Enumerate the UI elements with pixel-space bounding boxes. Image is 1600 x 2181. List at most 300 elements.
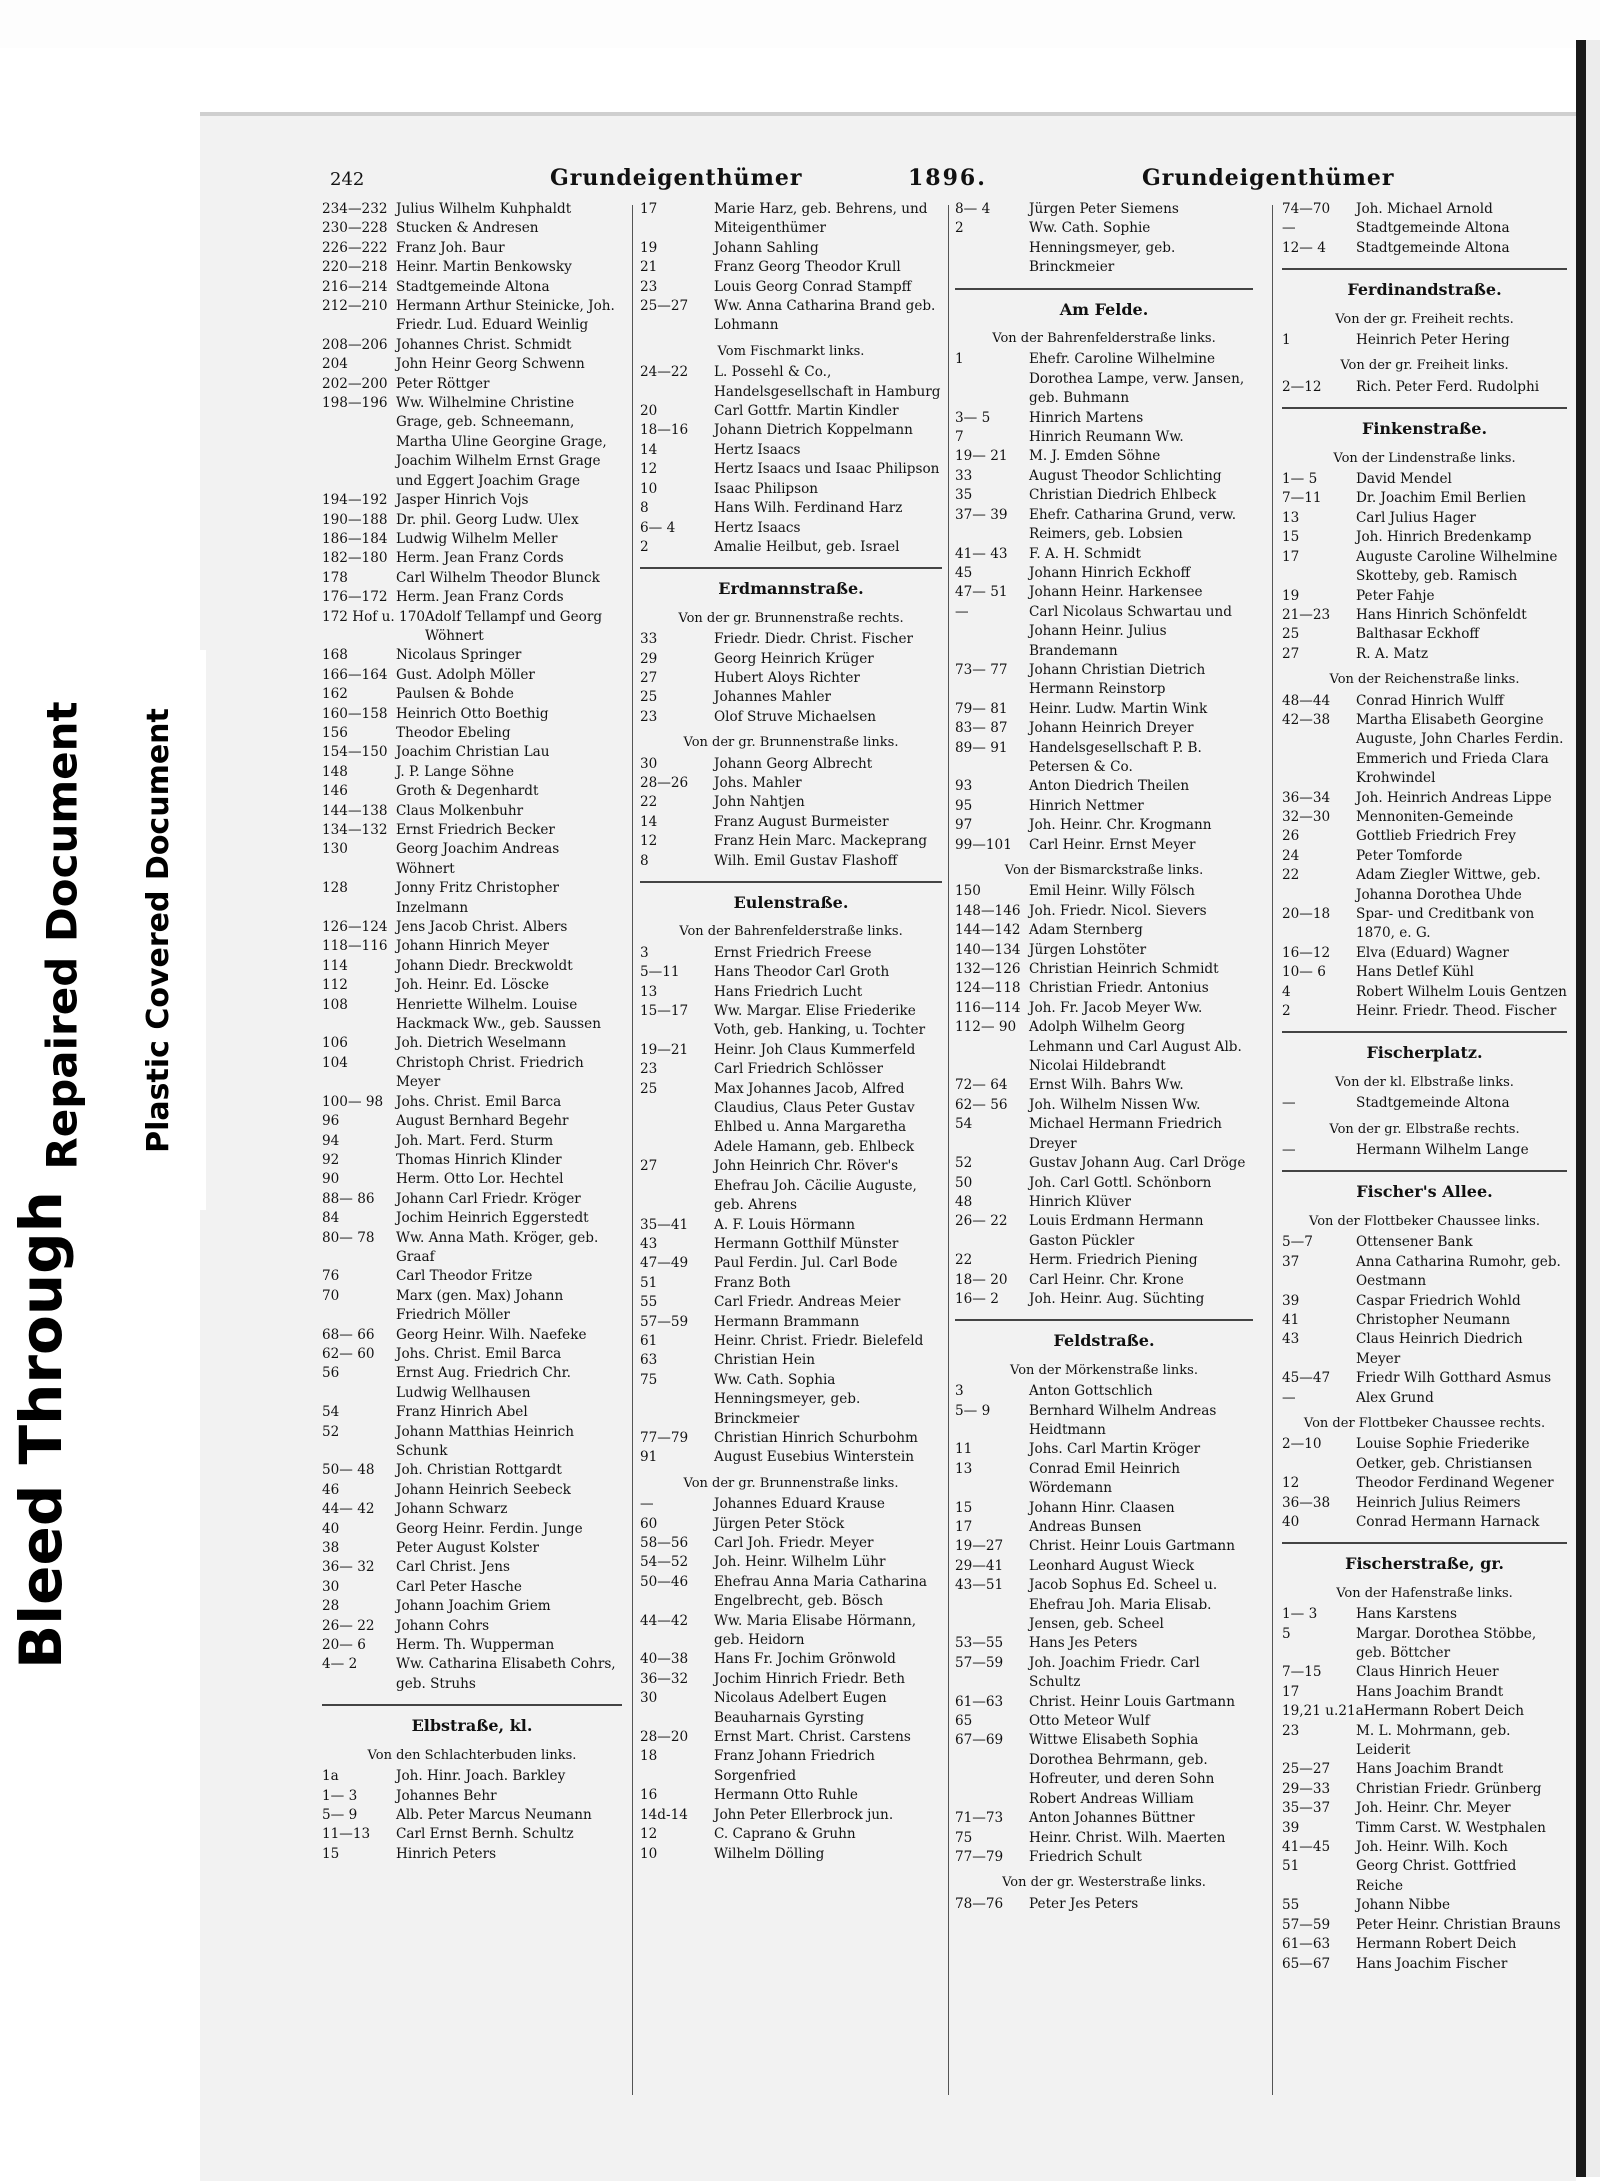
owner-name: Ww. Cath. Sophia Henningsmeyer, geb. Brinckmeier [714,1371,861,1427]
owner-name: Johann Diedr. Breckwoldt [396,957,573,974]
house-number: 4— 2 [322,1656,358,1673]
directory-entry [1282,1141,1567,1160]
directory-entry [955,545,1253,564]
directory-entry [640,688,942,707]
house-number: 14d-14 [640,1806,688,1823]
directory-entry [1282,1435,1567,1474]
directory-entry [640,1515,942,1534]
directory-entry [955,1290,1253,1309]
house-number: 140—134 [955,941,1021,958]
owner-name: Franz Johann Friedrich Sorgenfried [714,1748,875,1784]
owner-name: Johann Nibbe [1356,1897,1451,1914]
owner-name: A. F. Louis Hörmann [714,1216,856,1233]
owner-name: Heinr. Joh Claus Kummerfeld [714,1041,916,1058]
owner-name: Anton Diedrich Theilen [1029,778,1190,795]
directory-entry [322,530,622,549]
house-number: 90 [322,1171,340,1188]
owner-name: Georg Christ. Gottfried Reiche [1356,1858,1517,1894]
directory-entry [955,1693,1253,1712]
street-heading: Finkenstraße. [1282,407,1567,442]
house-number: 234—232 [322,201,388,217]
owner-name: Marx (gen. Max) Johann Friedrich Möller [396,1287,564,1324]
owner-name: Carl Peter Hasche [396,1578,522,1595]
street-heading: Fischer's Allee. [1282,1170,1567,1205]
house-number: 43—51 [955,1577,1004,1594]
owner-name: Georg Heinr. Wilh. Naefeke [396,1326,587,1343]
owner-name: Thomas Hinrich Klinder [396,1151,562,1168]
owner-name: Hinrich Peters [396,1845,497,1862]
owner-name: Ww. Catharina Elisabeth Cohrs, geb. Struhs [396,1656,616,1692]
directory-entry [955,816,1253,835]
direction-note: Von der Bahrenfelderstraße links. [992,331,1216,347]
house-number: 29 [640,650,658,667]
owner-name: Ottensener Bank [1356,1234,1473,1251]
directory-entry [640,1670,942,1689]
owner-name: Friedr. Diedr. Christ. Fischer [714,631,914,648]
directory-entry [955,583,1253,602]
column-3 [955,200,1253,1914]
house-number: 162 [322,686,348,703]
house-number: 146 [322,783,348,800]
house-number: 7 [955,429,964,446]
owner-name: Johann Christian Dietrich Hermann Reinstorp [1029,661,1206,698]
directory-entry [640,1728,942,1747]
owner-name: Joh. Hinr. Joach. Barkley [396,1768,566,1785]
directory-entry [322,1132,622,1151]
house-number: 1 [1282,332,1291,349]
directory-entry [640,519,942,538]
directory-entry [640,1553,942,1572]
directory-entry [955,1518,1253,1537]
directory-entry [322,782,622,801]
house-number: 35—37 [1282,1800,1331,1817]
house-number: 13 [1282,509,1300,526]
owner-name: Max Johannes Jacob, Alfred Claudius, Claus Peter Gustav Ehlbed u. Anna Margaretha Adele Hamann, geb. Ehlbeck [714,1080,915,1155]
house-number: 19— 21 [955,448,1008,465]
directory-entry [955,882,1253,901]
owner-name: Carl Ernst Bernh. Schultz [396,1826,574,1843]
owner-name: Ww. Margar. Elise Friederike Voth, geb. Hanking, u. Tochter [714,1003,926,1039]
directory-entry [955,836,1253,855]
directory-entry [322,1112,622,1131]
directory-entry [322,569,622,588]
house-number: 12 [1282,1475,1300,1492]
owner-name: Friedr Wilh Gotthard Asmus [1356,1370,1552,1387]
owner-name: John Peter Ellerbrock jun. [714,1806,894,1823]
directory-entry [955,1174,1253,1193]
directory-entry [1282,548,1567,587]
house-number: 1— 3 [1282,1606,1318,1623]
owner-name: Adam Sternberg [1029,922,1143,939]
owner-name: Peter Heinr. Christian Brauns [1356,1916,1561,1933]
owner-name: Joh. Mart. Ferd. Sturm [396,1132,554,1149]
directory-entry [955,902,1253,921]
owner-name: Joh. Heinr. Ed. Löscke [396,977,550,994]
directory-entry [955,1382,1253,1401]
directory-entry [640,1495,942,1514]
owner-name: Claus Molkenbuhr [396,802,524,819]
owner-name: Joachim Christian Lau [396,744,550,761]
house-number: 112 [322,977,348,994]
house-number: 5— 9 [322,1806,358,1823]
owner-name: Hermann Robert Deich [1363,1703,1525,1720]
direction-note: Von der gr. Freiheit rechts. [1335,311,1514,327]
house-number: 204 [322,356,348,373]
directory-entry [640,1845,942,1864]
directory-entry [955,941,1253,960]
owner-name: Heinr. Friedr. Theod. Fischer [1356,1003,1557,1020]
owner-name: Jürgen Peter Stöck [714,1515,845,1532]
directory-entry [322,1054,622,1093]
directory-entry [1282,1513,1567,1532]
directory-entry [640,1235,942,1254]
directory-entry [1282,1838,1567,1857]
house-number: 40 [322,1520,340,1537]
directory-entry [1282,847,1567,866]
street-heading: Eulenstraße. [640,881,942,916]
directory-entry [640,852,942,871]
directory-entry [955,447,1253,466]
directory-entry [1282,1702,1567,1721]
owner-name: Jens Jacob Christ. Albers [396,919,568,936]
directory-entry [322,355,622,374]
entry-list [955,1895,1253,1914]
house-number: 47—49 [640,1255,689,1272]
entry-list [640,363,942,557]
house-number: 47— 51 [955,584,1008,601]
house-number: 36— 32 [322,1559,375,1576]
owner-name: Wittwe Elisabeth Sophia Dorothea Behrmann, geb. Hofreuter, und deren Sohn Robert Andreas William [1029,1732,1215,1807]
directory-entry [1282,331,1567,350]
directory-entry [322,394,622,491]
owner-name: Theodor Ebeling [396,724,511,741]
directory-entry [955,1499,1253,1518]
directory-entry [640,1002,942,1041]
plastic-covered-text: Plastic Covered Document [140,707,176,1153]
house-number: 10 [640,1845,658,1862]
owner-name: Robert Wilhelm Louis Gentzen [1356,983,1567,1000]
directory-entry [955,1576,1253,1634]
house-number: 19—21 [640,1041,689,1058]
owner-name: Carl Gottfr. Martin Kindler [714,403,899,420]
house-number: 144—142 [955,922,1021,939]
directory-entry [640,200,942,239]
owner-name: John Nahtjen [714,794,805,811]
directory-entry [955,1634,1253,1653]
directory-entry [1282,1683,1567,1702]
owner-name: Herm. Otto Lor. Hechtel [396,1171,564,1188]
owner-name: August Theodor Schlichting [1029,467,1222,484]
house-number: 75 [640,1371,658,1388]
directory-entry [322,705,622,724]
directory-entry [322,1578,622,1597]
directory-entry [322,743,622,762]
house-number: 198—196 [322,395,388,412]
directory-entry [1282,1663,1567,1682]
owner-name: Hermann Wilhelm Lange [1356,1142,1529,1159]
column-1 [322,200,622,1864]
house-number: 30 [640,755,658,772]
street-heading: Fischerstraße, gr. [1282,1542,1567,1577]
house-number: 44— 42 [322,1501,375,1518]
directory-entry [322,918,622,937]
house-number: 55 [1282,1897,1300,1914]
directory-entry [640,441,942,460]
running-title-right: Grundeigenthümer [1142,165,1395,191]
street-heading: Am Felde. [955,288,1253,323]
owner-name: Conrad Emil Heinrich Wördemann [1029,1460,1181,1497]
house-number: 51 [640,1274,658,1291]
house-number: 3 [640,944,649,961]
owner-name: Ernst Mart. Christ. Carstens [714,1729,911,1746]
house-number: 25 [640,1080,658,1097]
directory-entry [640,1650,942,1669]
house-number: 43 [1282,1331,1300,1348]
directory-entry [955,797,1253,816]
house-number: 68— 66 [322,1326,375,1343]
directory-entry [640,1332,942,1351]
directory-entry [955,777,1253,796]
owner-name: Peter Tomforde [1356,847,1463,864]
directory-entry [1282,963,1567,982]
house-number: 79— 81 [955,700,1008,717]
directory-entry [322,1034,622,1053]
directory-entry [1282,983,1567,1002]
house-number: 50 [955,1174,973,1191]
directory-entry [322,685,622,704]
house-number: 41—45 [1282,1839,1331,1856]
directory-entry [955,1076,1253,1095]
owner-name: Hertz Isaacs [714,441,801,458]
house-number: 39 [1282,1292,1300,1309]
directory-entry [640,363,942,402]
house-number: 23 [640,708,658,725]
entry-list [1282,200,1567,258]
house-number: 2 [640,538,649,555]
owner-name: August Eusebius Winterstein [714,1449,915,1466]
directory-entry [955,409,1253,428]
directory-entry [640,538,942,557]
owner-name: Johann Hinr. Claasen [1029,1499,1175,1516]
house-number: 168 [322,647,348,664]
directory-entry [1282,1474,1567,1493]
street-heading: Elbstraße, kl. [322,1704,622,1739]
directory-entry [1282,587,1567,606]
house-number: 108 [322,996,348,1013]
house-number: 43 [640,1235,658,1252]
owner-name: Isaac Philipson [714,480,819,497]
house-number: 4 [1282,983,1291,1000]
directory-entry [1282,827,1567,846]
directory-entry [640,1274,942,1293]
house-number: 216—214 [322,278,388,295]
entry-list [1282,378,1567,397]
owner-name: Christ. Heinr Louis Gartmann [1029,1693,1235,1710]
house-number: 128 [322,880,348,897]
house-number: 27 [640,669,658,686]
directory-entry [640,1612,942,1651]
entry-list [955,350,1253,855]
directory-entry [640,1534,942,1553]
owner-name: Franz Hinrich Abel [396,1404,528,1421]
house-number: 54 [955,1116,973,1133]
directory-entry [322,1617,622,1636]
owner-name: Joh. Carl Gottl. Schönborn [1029,1174,1212,1191]
house-number: — [1282,1142,1296,1159]
directory-entry [1282,1330,1567,1369]
directory-entry [955,739,1253,778]
house-number: 112— 90 [955,1019,1017,1036]
owner-name: Hans Detlef Kühl [1356,964,1474,981]
direction-note: Von der Hafenstraße links. [1336,1585,1513,1601]
house-number: 27 [640,1158,658,1175]
house-number: 73— 77 [955,661,1008,678]
owner-name: Hans Karstens [1356,1606,1457,1623]
house-number: 91 [640,1449,658,1466]
directory-entry [640,944,942,963]
house-number: 89— 91 [955,739,1008,756]
house-number: 15 [1282,529,1300,546]
house-number: 23 [640,1061,658,1078]
directory-entry [1282,1311,1567,1330]
owner-name: Johann Carl Friedr. Kröger [396,1190,581,1207]
directory-entry [1282,1935,1567,1954]
owner-name: Balthasar Eckhoff [1356,626,1480,643]
directory-entry [640,650,942,669]
owner-name: Heinr. Ludw. Martin Wink [1029,700,1208,717]
owner-name: Christian Diedrich Ehlbeck [1029,487,1217,504]
directory-entry [1282,1819,1567,1838]
directory-entry [1282,239,1567,258]
scanner-edge [1586,40,1600,2177]
directory-entry [955,1251,1253,1270]
house-number: 6— 4 [640,519,676,536]
directory-entry [1282,711,1567,789]
house-number: 208—206 [322,336,388,353]
column-2 [640,200,942,1864]
directory-entry [1282,1625,1567,1664]
house-number: 37 [1282,1253,1300,1270]
directory-entry [322,763,622,782]
owner-name: Joh. Joachim Friedr. Carl Schultz [1029,1654,1200,1691]
owner-name: Carl Nicolaus Schwartau und Johann Heinr. Julius Brandemann [1029,603,1232,659]
owner-name: Carl Theodor Fritze [396,1268,533,1285]
house-number: 14 [640,441,658,458]
owner-name: Hans Joachim Brandt [1356,1761,1504,1778]
owner-name: Hubert Aloys Richter [714,669,860,686]
directory-entry [955,486,1253,505]
owner-name: John Heinr Georg Schwenn [396,356,585,373]
house-number: 44—42 [640,1612,689,1629]
owner-name: Stucken & Andresen [396,220,539,237]
house-number: 65—67 [1282,1955,1331,1972]
house-number: 36—32 [640,1670,689,1687]
street-heading: Feldstraße. [955,1319,1253,1354]
owner-name: Ehefr. Caroline Wilhelmine Dorothea Lampe, verw. Jansen, geb. Buhmann [1029,351,1245,407]
directory-entry [955,921,1253,940]
owner-name: Johannes Eduard Krause [714,1496,885,1513]
house-number: 12 [640,1826,658,1843]
house-number: 17 [955,1519,973,1535]
house-number: 10 [640,480,658,497]
directory-entry [955,1115,1253,1154]
house-number: 35 [955,487,973,504]
owner-name: C. Caprano & Gruhn [714,1826,856,1843]
owner-name: Mennoniten-Gemeinde [1356,808,1514,825]
directory-entry [955,719,1253,738]
house-number: 226—222 [322,239,388,256]
house-number: 33 [640,631,658,648]
owner-name: Ww. Cath. Sophie Henningsmeyer, geb. Brinckmeier [1029,220,1176,276]
house-number: 19 [640,239,658,256]
owner-name: Heinr. Christ. Wilh. Maerten [1029,1829,1226,1846]
house-number: 15 [955,1499,973,1516]
house-number: 77—79 [955,1848,1004,1865]
directory-entry [640,480,942,499]
owner-name: Herm. Jean Franz Cords [396,550,564,567]
directory-entry [1282,1002,1567,1021]
owner-name: Bernhard Wilhelm Andreas Heidtmann [1029,1402,1217,1438]
house-number: 18 [640,1748,658,1765]
directory-entry [1282,625,1567,644]
owner-name: Jürgen Lohstöter [1029,941,1147,958]
entry-list [1282,331,1567,350]
bleed-through-text: Bleed Through [7,1191,76,1669]
owner-name: Christopher Neumann [1356,1311,1511,1328]
owner-name: Jochim Hinrich Friedr. Beth [714,1670,905,1687]
street-heading: Fischerplatz. [1282,1031,1567,1066]
owner-name: Hinrich Nettmer [1029,797,1144,814]
direction-note: Vom Fischmarkt links. [717,343,865,359]
direction-note: Von der Bahrenfelderstraße links. [679,924,903,940]
directory-entry [322,937,622,956]
directory-entry [640,1747,942,1786]
running-title-left: Grundeigenthümer [550,165,803,191]
direction-note: Von den Schlachterbuden links. [367,1747,577,1763]
owner-name: Johs. Carl Martin Kröger [1029,1441,1201,1458]
owner-name: Georg Joachim Andreas Wöhnert [396,841,560,877]
house-number: 21—23 [1282,606,1331,623]
house-number: 2 [955,220,964,237]
house-number: 50—46 [640,1573,689,1590]
directory-entry [955,1809,1253,1828]
directory-entry [322,1151,622,1170]
scan-margin [0,0,1600,48]
house-number: 61—63 [1282,1936,1331,1953]
owner-name: Franz August Burmeister [714,813,889,830]
owner-name: Heinr. Martin Benkowsky [396,259,572,276]
direction-note: Von der Bismarckstraße links. [1004,863,1204,878]
owner-name: Carl Christ. Jens [396,1559,510,1576]
house-number: 41 [1282,1311,1300,1328]
house-number: 62— 56 [955,1096,1008,1113]
directory-entry [322,491,622,510]
directory-entry [322,1767,622,1786]
directory-entry [955,999,1253,1018]
entry-list [1282,1141,1567,1160]
owner-name: Heinrich Otto Boethig [396,705,549,722]
owner-name: Franz Both [714,1274,791,1291]
directory-entry [640,1060,942,1079]
owner-name: Johann Georg Albrecht [714,755,873,772]
owner-name: M. J. Emden Söhne [1029,448,1161,465]
owner-name: Joh. Heinr. Wilh. Koch [1356,1839,1508,1856]
directory-entry [640,793,942,812]
directory-entry [322,1806,622,1825]
directory-entry [322,549,622,568]
house-number: 45—47 [1282,1370,1331,1387]
owner-name: Ernst Aug. Friedrich Chr. Ludwig Wellhausen [396,1365,571,1401]
